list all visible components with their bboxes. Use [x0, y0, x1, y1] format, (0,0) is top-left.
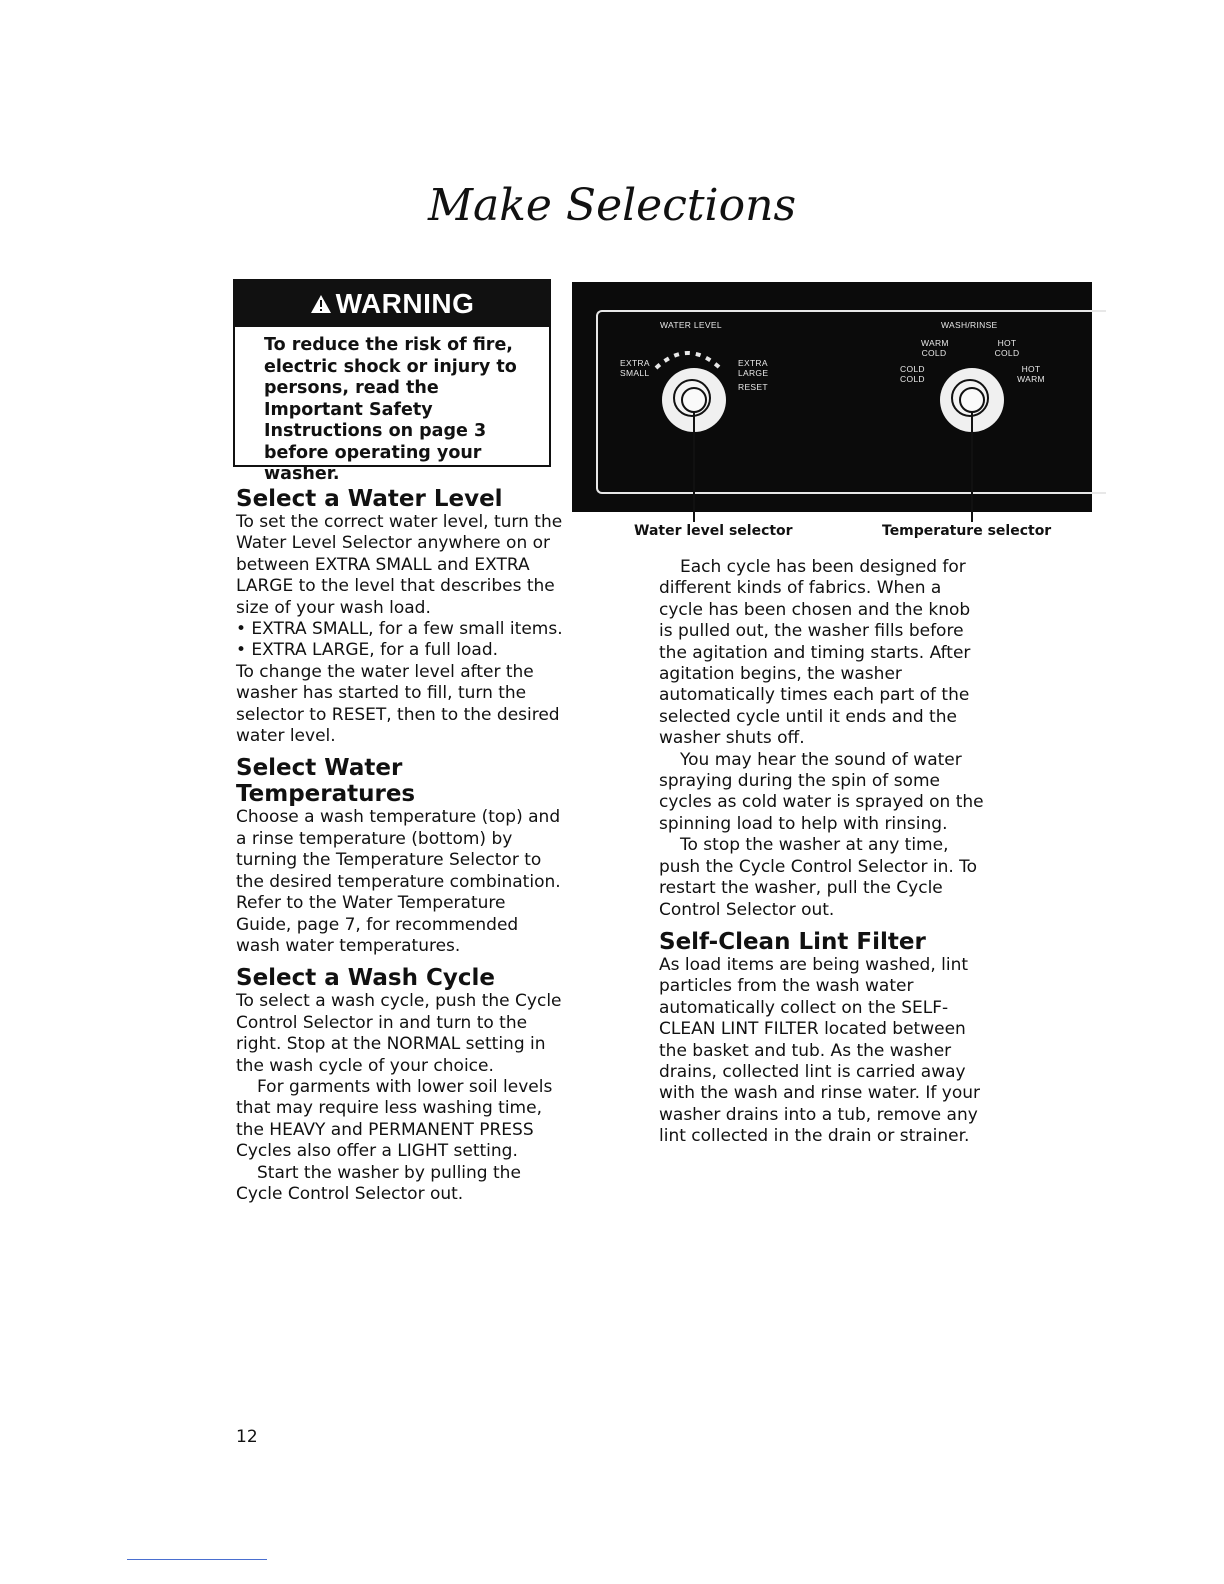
- warning-text: To reduce the risk of fire, electric shock or injury to persons, read the Important Safety Instructions on page 3 before operating your washer.: [264, 335, 517, 484]
- wash-cycle-paragraph-3: Start the washer by pulling the Cycle Control Selector out.: [236, 1162, 521, 1204]
- footer-rule: [127, 1559, 267, 1560]
- page-number: 12: [236, 1427, 258, 1447]
- cycle-info-paragraph-1: Each cycle has been designed for different kinds of fabrics. When a cycle has been chosen and the knob is pulled out, the washer fills before the agitation and timing starts. After agitation begins, the washer automatically times each part of the selected cycle until it ends and the washer shuts off.: [659, 557, 971, 749]
- water-level-paragraph: To set the correct water level, turn the Water Level Selector anywhere on or between EXTRA SMALL and EXTRA LARGE to the level that describes the size of your wash load.: [236, 512, 563, 618]
- wash-rinse-label: WASH/RINSE: [941, 320, 998, 330]
- water-level-caption: Water level selector: [634, 523, 793, 539]
- cycle-info-paragraph-3: To stop the washer at any time, push the Cycle Control Selector in. To restart the washer, pull the Cycle Control Selector out.: [659, 835, 978, 920]
- warning-heading: WARNING: [335, 288, 475, 319]
- cold-cold-label: COLD COLD: [900, 364, 925, 384]
- bullet-extra-small: • EXTRA SMALL, for a few small items.: [236, 619, 563, 640]
- warm-cold-label: WARM COLD: [921, 338, 949, 358]
- water-level-reset-paragraph: To change the water level after the washer has started to fill, turn the selector to RESET, then to the desired water level.: [236, 661, 560, 747]
- hot-cold-label: HOT COLD: [994, 338, 1020, 358]
- temperature-pointer-line: [971, 400, 973, 522]
- water-level-pointer-tail: [693, 512, 695, 522]
- water-temp-paragraph: Choose a wash temperature (top) and a rinse temperature (bottom) by turning the Temperature Selector to the desired temperature combination. Refer to the Water Temperature Guide, page 7, for recommended wash water temperatures.: [236, 807, 561, 956]
- warning-box: [233, 279, 551, 484]
- temperature-caption: Temperature selector: [882, 523, 1052, 539]
- water-temp-heading: Select Water Temperatures: [236, 755, 416, 808]
- extra-small-label: EXTRA SMALL: [620, 358, 650, 378]
- page-title: Make Selections: [427, 180, 797, 231]
- reset-label: RESET: [738, 382, 768, 392]
- wash-cycle-heading: Select a Wash Cycle: [236, 965, 495, 992]
- lint-filter-heading: Self-Clean Lint Filter: [659, 928, 926, 955]
- hot-warm-label: HOT WARM: [1017, 364, 1045, 384]
- extra-large-label: EXTRA LARGE: [738, 358, 769, 378]
- wash-cycle-paragraph-1: To select a wash cycle, push the Cycle Control Selector in and turn to the right. Stop at the NORMAL setting in the wash cycle of your choice.: [236, 991, 562, 1076]
- wash-cycle-paragraph-2: For garments with lower soil levels that may require less washing time, the HEAVY and PERMANENT PRESS Cycles also offer a LIGHT setting.: [236, 1076, 553, 1162]
- lint-filter-paragraph: As load items are being washed, lint particles from the wash water automatically collect on the SELF-CLEAN LINT FILTER located between the basket and tub. As the washer drains, collected lint is carried away with the wash and rinse water. If your washer drains into a tub, remove any lint collected in the drain or strainer.: [659, 954, 981, 1147]
- water-level-label: WATER LEVEL: [660, 320, 722, 330]
- control-panel-illustration: [572, 282, 1092, 512]
- temperature-pointer-tail: [971, 512, 973, 522]
- water-level-heading: Select a Water Level: [236, 486, 503, 512]
- left-column: [236, 486, 566, 1205]
- bullet-extra-large: • EXTRA LARGE, for a full load.: [236, 640, 499, 661]
- cycle-info-paragraph-2: You may hear the sound of water spraying during the spin of some cycles as cold water is sprayed on the spinning load to help with rinsing.: [659, 749, 984, 834]
- warning-triangle-icon: [310, 294, 332, 314]
- warning-header: [235, 281, 549, 327]
- right-column: [659, 557, 989, 1148]
